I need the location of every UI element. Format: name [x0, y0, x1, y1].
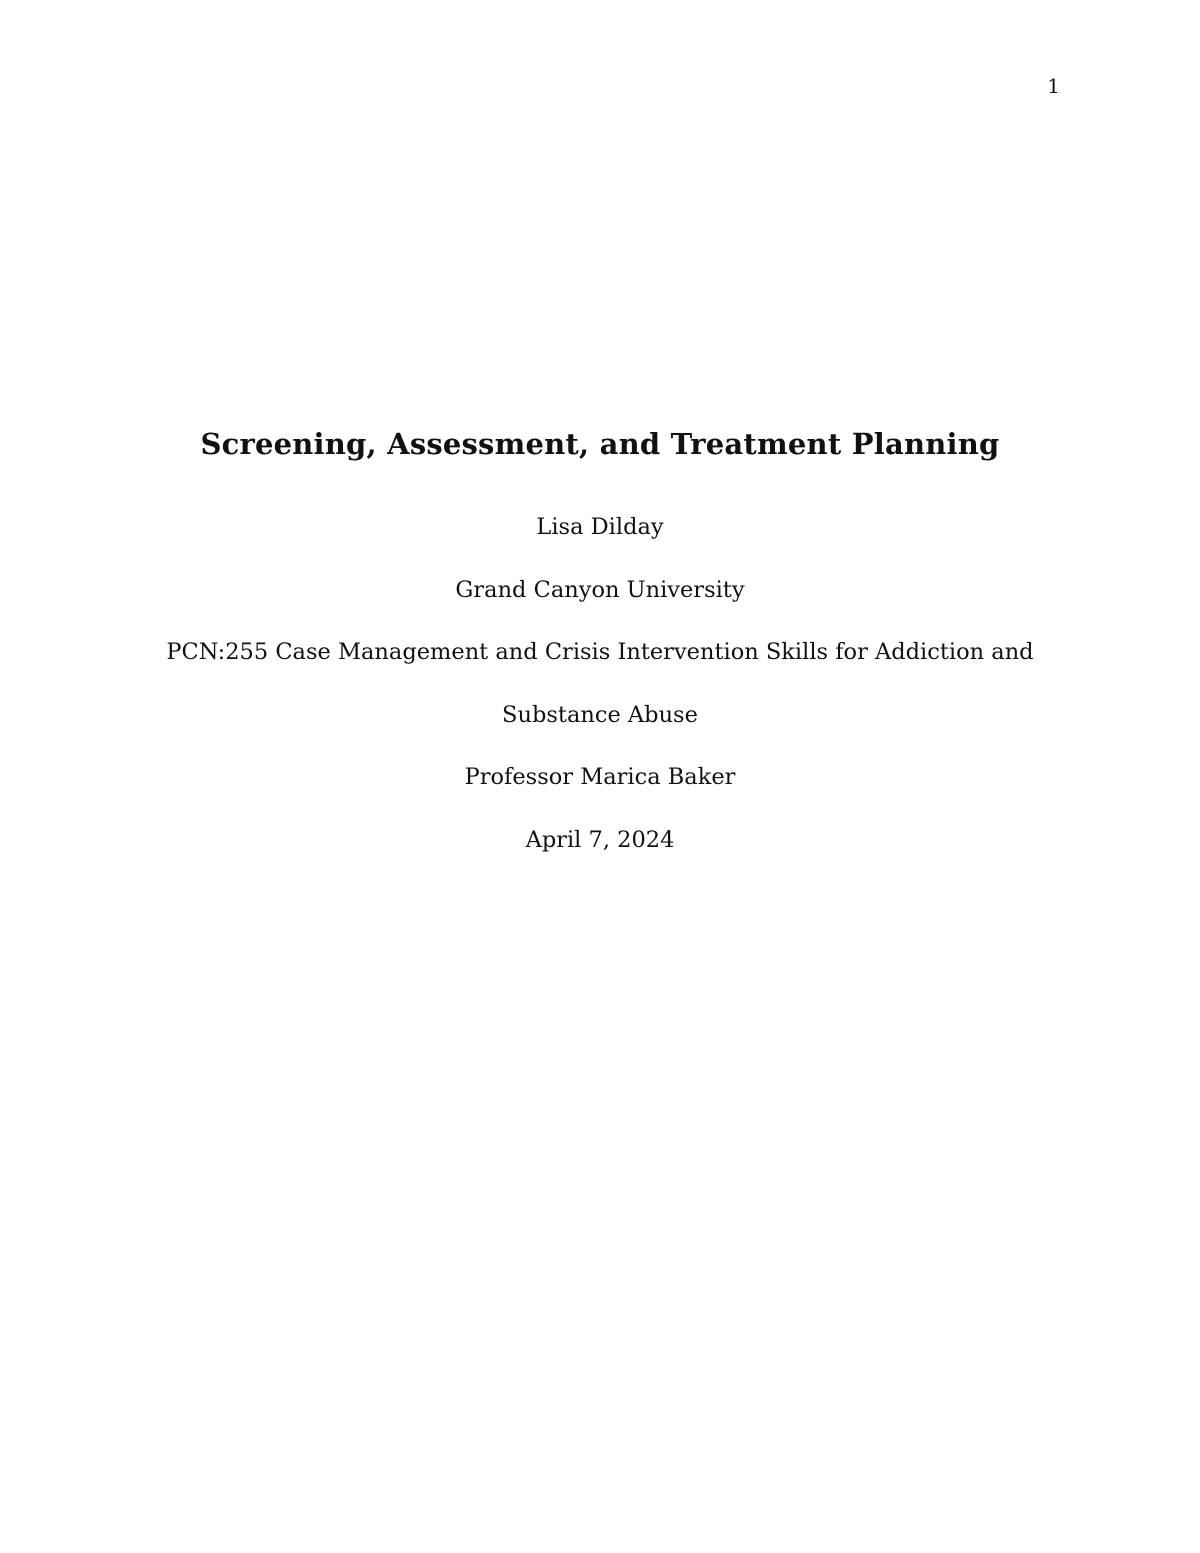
instructor-name: Professor Marica Baker — [464, 764, 736, 790]
author-name: Lisa Dilday — [536, 514, 664, 540]
course-name-line-1: PCN:255 Case Management and Crisis Intervention Skills for Addiction and — [166, 639, 1034, 665]
institution-name: Grand Canyon University — [455, 576, 745, 603]
paper-title: Screening, Assessment, and Treatment Planning — [200, 427, 1000, 461]
page-number: 1 — [1047, 74, 1060, 98]
submission-date: April 7, 2024 — [525, 826, 675, 853]
title-block — [120, 424, 1080, 871]
course-name-line-2: Substance Abuse — [502, 701, 698, 728]
